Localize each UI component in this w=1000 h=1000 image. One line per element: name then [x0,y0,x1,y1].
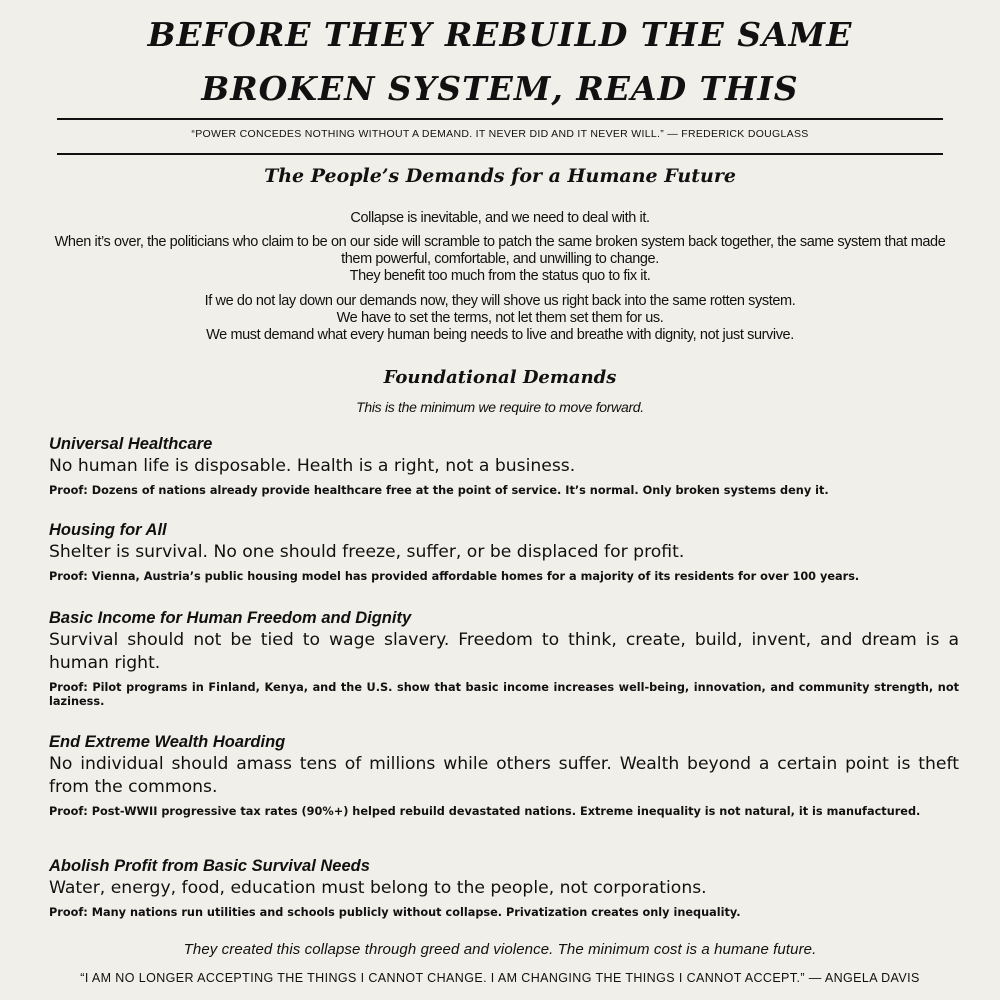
demand-body: No human life is disposable. Health is a right, not a business. [49,456,576,476]
intro-p3-line-1: If we do not lay down our demands now, they will shove us right back into the same rotten system. [204,293,796,309]
intro-paragraph-2 [40,234,960,285]
demand-body: No individual should amass tens of millions while others suffer. Wealth beyond a certain point is theft from the commons. [49,754,959,797]
demand-heading: Basic Income for Human Freedom and Dignity [49,609,412,627]
intro-paragraph-1: Collapse is inevitable, and we need to deal with it. [350,210,650,226]
intro-p3-line-3: We must demand what every human being needs to live and breathe with dignity, not just survive. [206,327,794,343]
intro-p2-line-2: They benefit too much from the status quo to fix it. [349,268,651,284]
top-divider [57,118,943,120]
demand-heading: Housing for All [49,521,167,539]
demand-heading: End Extreme Wealth Hoarding [49,733,286,751]
demand-body: Water, energy, food, education must belong to the people, not corporations. [49,878,707,898]
title-line-1: BEFORE THEY REBUILD THE SAME [147,15,853,54]
foundational-title: Foundational Demands [383,367,617,388]
demand-abolish-profit [49,856,959,920]
davis-quote: “I AM NO LONGER ACCEPTING THE THINGS I CANNOT CHANGE. I AM CHANGING THE THINGS I CANNOT ACCEPT.” — ANGELA DAVIS [80,971,920,985]
demand-wealth-hoarding [49,732,959,819]
demand-proof: Proof: Dozens of nations already provide healthcare free at the point of service. It’s normal. Only broken systems deny it. [49,484,829,497]
demand-universal-healthcare [49,434,959,498]
demand-proof: Proof: Pilot programs in Finland, Kenya, and the U.S. show that basic income increases well-being, innovation, and community strength, not laziness. [49,681,959,708]
demand-proof: Proof: Post-WWII progressive tax rates (90%+) helped rebuild devastated nations. Extreme inequality is not natural, it is manufactured. [49,805,921,818]
demand-proof: Proof: Many nations run utilities and schools publicly without collapse. Privatization creates only inequality. [49,906,741,919]
section-subtitle: The People’s Demands for a Humane Future [264,165,736,187]
intro-text [40,210,960,351]
demand-body: Survival should not be tied to wage slavery. Freedom to think, create, build, invent, and dream is a human right. [49,630,959,673]
closing-statement: They created this collapse through greed and violence. The minimum cost is a humane future. [183,941,817,958]
demand-housing [49,520,959,584]
foundational-subtitle: This is the minimum we require to move forward. [356,399,644,415]
second-divider [57,153,943,155]
title-line-2: BROKEN SYSTEM, READ THIS [201,69,799,108]
page-title [60,8,940,116]
intro-p2-line-1: When it’s over, the politicians who claim to be on our side will scramble to patch the same broken system back together, the same system that made them powerful, comfortable, and unwilling to change. [54,234,946,267]
douglass-quote: “POWER CONCEDES NOTHING WITHOUT A DEMAND. IT NEVER DID AND IT NEVER WILL.” — FREDERICK DOUGLASS [191,128,809,140]
intro-p3-line-2: We have to set the terms, not let them set them for us. [336,310,664,326]
demand-heading: Abolish Profit from Basic Survival Needs [49,857,370,875]
demand-body: Shelter is survival. No one should freeze, suffer, or be displaced for profit. [49,542,685,562]
demand-heading: Universal Healthcare [49,435,213,453]
demand-basic-income [49,608,959,708]
intro-paragraph-3 [40,293,960,344]
demand-proof: Proof: Vienna, Austria’s public housing model has provided affordable homes for a majority of its residents for over 100 years. [49,570,860,583]
